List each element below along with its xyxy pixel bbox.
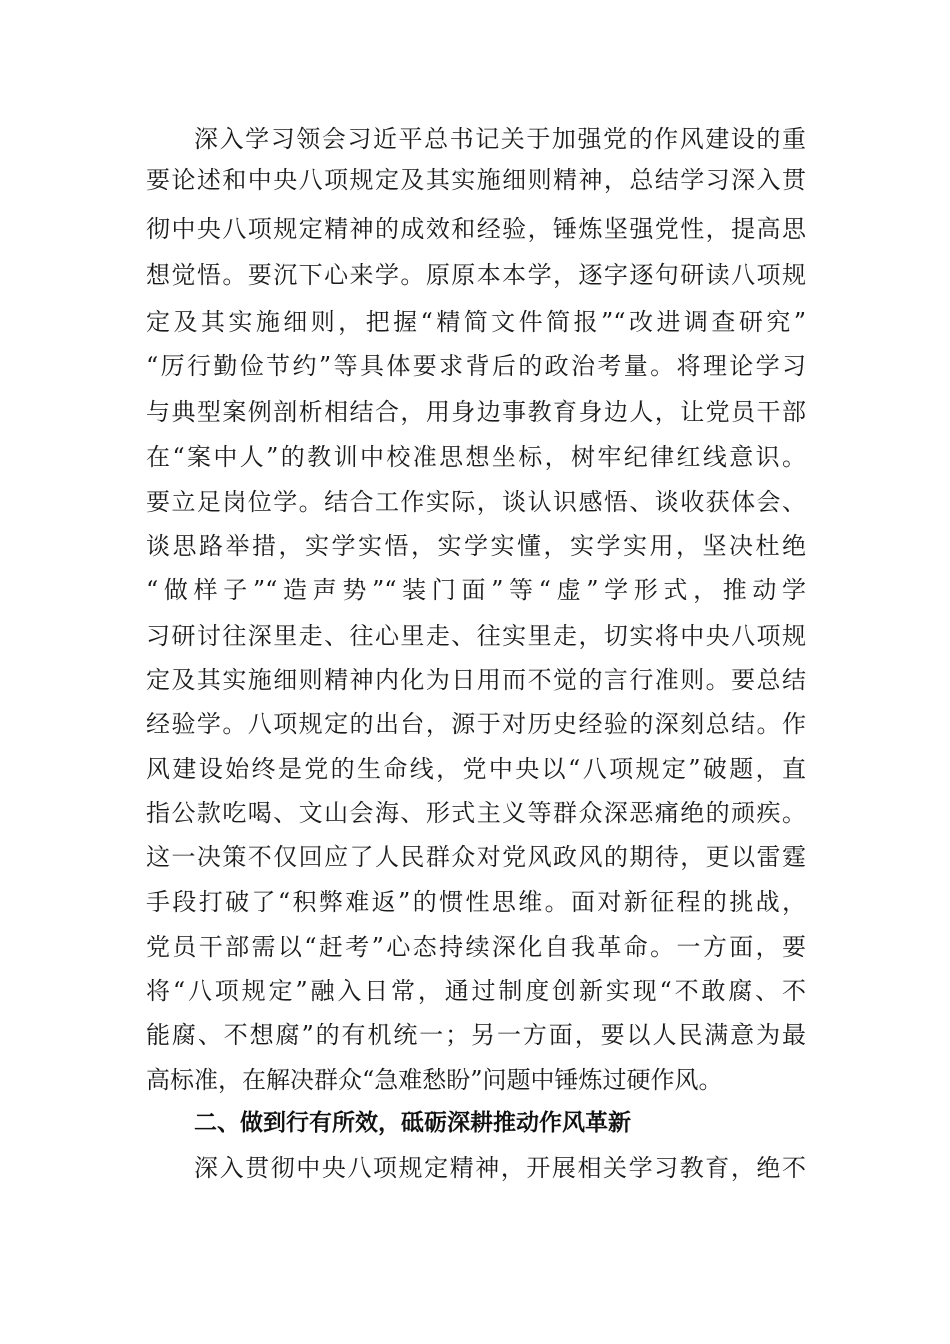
paragraph-line: “做样子”“造声势”“装门面”等“虚”学形式，推动学 <box>146 576 806 604</box>
section-heading: 二、做到行有所效，砥砺深耕推动作风革新 <box>194 1110 631 1136</box>
paragraph-line: 谈思路举措，实学实悟，实学实懂，实学实用，坚决杜绝 <box>146 532 806 560</box>
paragraph-line: 要论述和中央八项规定及其实施细则精神，总结学习深入贯 <box>146 166 806 194</box>
paragraph-line: 想觉悟。要沉下心来学。原原本本学，逐字逐句研读八项规 <box>146 261 806 289</box>
paragraph-line: 在“案中人”的教训中校准思想坐标，树牢纪律红线意识。 <box>146 443 806 471</box>
paragraph-line: 深入贯彻中央八项规定精神，开展相关学习教育，绝不 <box>194 1154 806 1182</box>
paragraph-line: 经验学。八项规定的出台，源于对历史经验的深刻总结。作 <box>146 710 806 738</box>
paragraph-line: 风建设始终是党的生命线，党中央以“八项规定”破题，直 <box>146 755 806 783</box>
paragraph-line: 指公款吃喝、文山会海、形式主义等群众深恶痛绝的顽疾。 <box>146 799 806 827</box>
paragraph-line: 定及其实施细则精神内化为日用而不觉的言行准则。要总结 <box>146 666 806 694</box>
paragraph-line: 能腐、不想腐”的有机统一；另一方面，要以人民满意为最 <box>146 1021 806 1049</box>
paragraph-line: 定及其实施细则，把握“精简文件简报”“改进调查研究” <box>146 308 806 336</box>
paragraph-line: 要立足岗位学。结合工作实际，谈认识感悟、谈收获体会、 <box>146 488 806 516</box>
paragraph-line: 党员干部需以“赶考”心态持续深化自我革命。一方面，要 <box>146 933 806 961</box>
paragraph-line: 高标准，在解决群众“急难愁盼”问题中锤炼过硬作风。 <box>146 1066 723 1094</box>
paragraph-line: 彻中央八项规定精神的成效和经验，锤炼坚强党性，提高思 <box>146 215 806 243</box>
paragraph-line: “厉行勤俭节约”等具体要求背后的政治考量。将理论学习 <box>146 352 806 380</box>
paragraph-line: 与典型案例剖析相结合，用身边事教育身边人，让党员干部 <box>146 398 806 426</box>
paragraph-line: 深入学习领会习近平总书记关于加强党的作风建设的重 <box>194 125 806 153</box>
paragraph-line: 习研讨往深里走、往心里走、往实里走，切实将中央八项规 <box>146 622 806 650</box>
paragraph-line: 这一决策不仅回应了人民群众对党风政风的期待，更以雷霆 <box>146 843 806 871</box>
paragraph-line: 将“八项规定”融入日常，通过制度创新实现“不敢腐、不 <box>146 977 806 1005</box>
paragraph-line: 手段打破了“积弊难返”的惯性思维。面对新征程的挑战， <box>146 888 806 916</box>
